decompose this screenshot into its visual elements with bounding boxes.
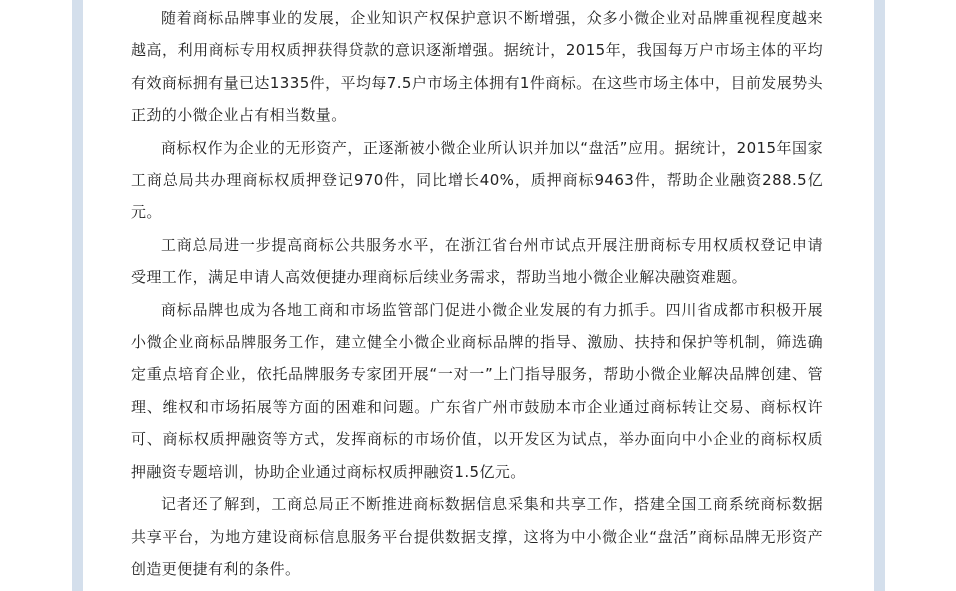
paragraph-2: 商标权作为企业的无形资产，正逐渐被小微企业所认识并加以“盘活”应用。据统计，2015年国家工商总局共办理商标权质押登记970件，同比增长40%，质押商标9463件，帮助企业融资288.5亿元。 [131, 138, 823, 222]
paragraph-3: 工商总局进一步提高商标公共服务水平，在浙江省台州市试点开展注册商标专用权质权登记申请受理工作，满足申请人高效便捷办理商标后续业务需求，帮助当地小微企业解决融资难题。 [131, 235, 823, 287]
left-border-band [72, 0, 83, 591]
paragraph-5: 记者还了解到，工商总局正不断推进商标数据信息采集和共享工作，搭建全国工商系统商标数据共享平台，为地方建设商标信息服务平台提供数据支撑，这将为中小微企业“盘活”商标品牌无形资产创造更便捷有利的条件。 [131, 495, 823, 578]
article-body [131, 2, 823, 585]
right-border-band [874, 0, 885, 591]
paragraph-1: 随着商标品牌事业的发展，企业知识产权保护意识不断增强，众多小微企业对品牌重视程度越来越高，利用商标专用权质押获得贷款的意识逐渐增强。据统计，2015年，我国每万户市场主体的平均有效商标拥有量已达1335件，平均每7.5户市场主体拥有1件商标。在这些市场主体中，目前发展势头正劲的小微企业占有相当数量。 [131, 9, 823, 125]
paragraph-4: 商标品牌也成为各地工商和市场监管部门促进小微企业发展的有力抓手。四川省成都市积极开展小微企业商标品牌服务工作，建立健全小微企业商标品牌的指导、激励、扶持和保护等机制，筛选确定重点培育企业，依托品牌服务专家团开展“一对一”上门指导服务，帮助小微企业解决品牌创建、管理、维权和市场拓展等方面的困难和问题。广东省广州市鼓励本市企业通过商标转让交易、商标权许可、商标权质押融资等方式，发挥商标的市场价值，以开发区为试点，举办面向中小企业的商标权质押融资专题培训，协助企业通过商标权质押融资1.5亿元。 [131, 300, 823, 481]
